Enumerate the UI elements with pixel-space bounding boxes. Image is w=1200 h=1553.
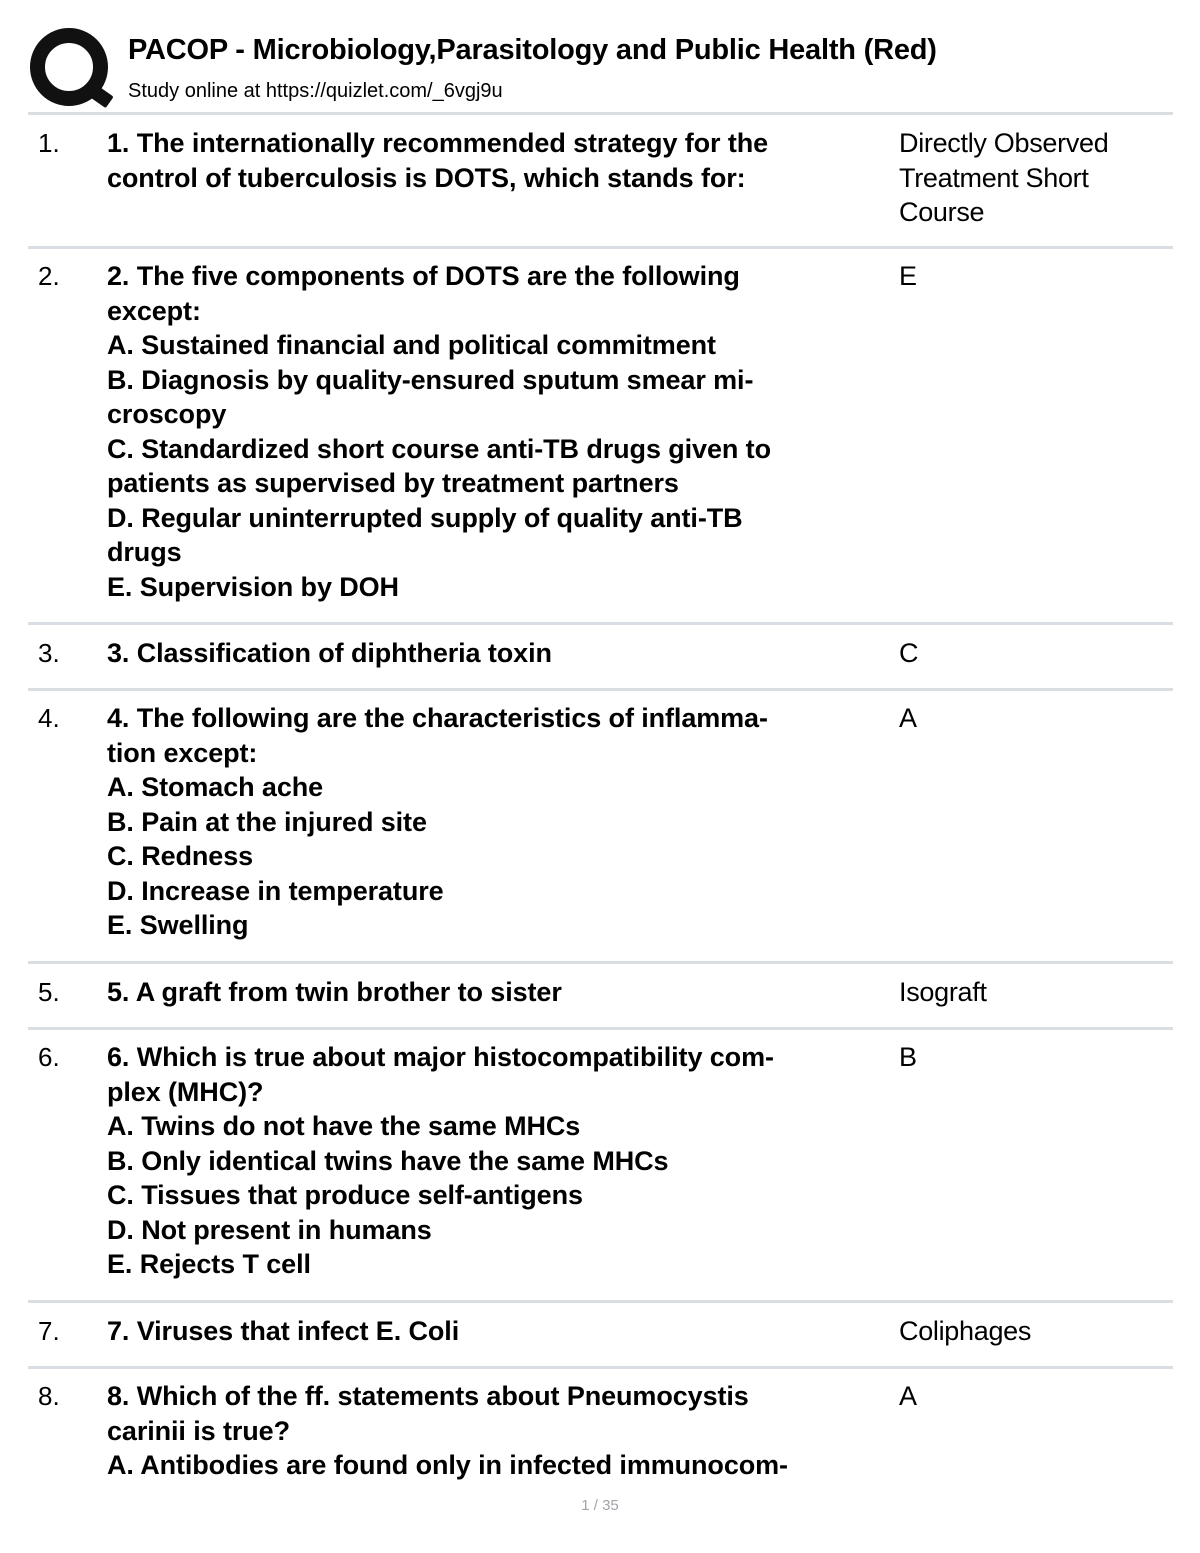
answer-text: A: [899, 1381, 917, 1411]
row-number: 4.: [38, 703, 60, 733]
document-title: PACOP - Microbiology,Parasitology and Public Health (Red): [128, 34, 937, 66]
answer-text: A: [899, 703, 917, 733]
row-number: 5.: [38, 977, 60, 1007]
page-indicator: 1 / 35: [581, 1497, 619, 1514]
divider: [28, 246, 1173, 249]
divider: [28, 622, 1173, 625]
row-number: 8.: [38, 1381, 60, 1411]
answer-text: E: [899, 261, 917, 291]
divider: [28, 961, 1173, 964]
document-header: [30, 28, 1175, 112]
quizlet-logo-tail: [84, 82, 113, 108]
answer-text: Coliphages: [899, 1316, 1032, 1346]
divider: [28, 688, 1173, 691]
answer-text: Directly Observed Treatment Short Course: [899, 128, 1109, 227]
row-number: 6.: [38, 1042, 60, 1072]
row-number: 1.: [38, 128, 60, 158]
divider: [28, 1027, 1173, 1030]
divider: [28, 1366, 1173, 1369]
question-text: 5. A graft from twin brother to sister: [107, 977, 562, 1007]
question-text: 8. Which of the ff. statements about Pneumocystis carinii is true? A. Antibodies are found only in infected immunocom-: [107, 1381, 788, 1480]
answer-text: B: [899, 1042, 917, 1072]
question-text: 1. The internationally recommended strategy for the control of tuberculosis is DOTS, which stands for:: [107, 128, 769, 193]
question-text: 6. Which is true about major histocompatibility com- plex (MHC)? A. Twins do not have the same MHCs B. Only identical twins have the same MHCs C. Tissues that produce self-antigens D. Not present in humans E. Rejects T cell: [107, 1042, 774, 1279]
question-text: 7. Viruses that infect E. Coli: [107, 1316, 460, 1346]
answer-text: Isograft: [899, 977, 987, 1007]
divider: [28, 112, 1173, 115]
question-text: 3. Classification of diphtheria toxin: [107, 638, 552, 668]
row-number: 2.: [38, 261, 60, 291]
question-text: 2. The five components of DOTS are the following except: A. Sustained financial and political commitment B. Diagnosis by quality-ensured sputum smear mi- croscopy C. Standardized short course anti-TB drugs given to patients as supervised by treatment partners D. Regular uninterrupted supply of quality anti-TB drugs E. Supervision by DOH: [107, 261, 771, 602]
divider: [28, 1300, 1173, 1303]
study-online-link[interactable]: Study online at https://quizlet.com/_6vgj9u: [128, 80, 503, 102]
row-number: 3.: [38, 638, 60, 668]
row-number: 7.: [38, 1316, 60, 1346]
answer-text: C: [899, 638, 919, 668]
question-text: 4. The following are the characteristics of inflamma- tion except: A. Stomach ache B. Pain at the injured site C. Redness D. Increase in temperature E. Swelling: [107, 703, 768, 940]
